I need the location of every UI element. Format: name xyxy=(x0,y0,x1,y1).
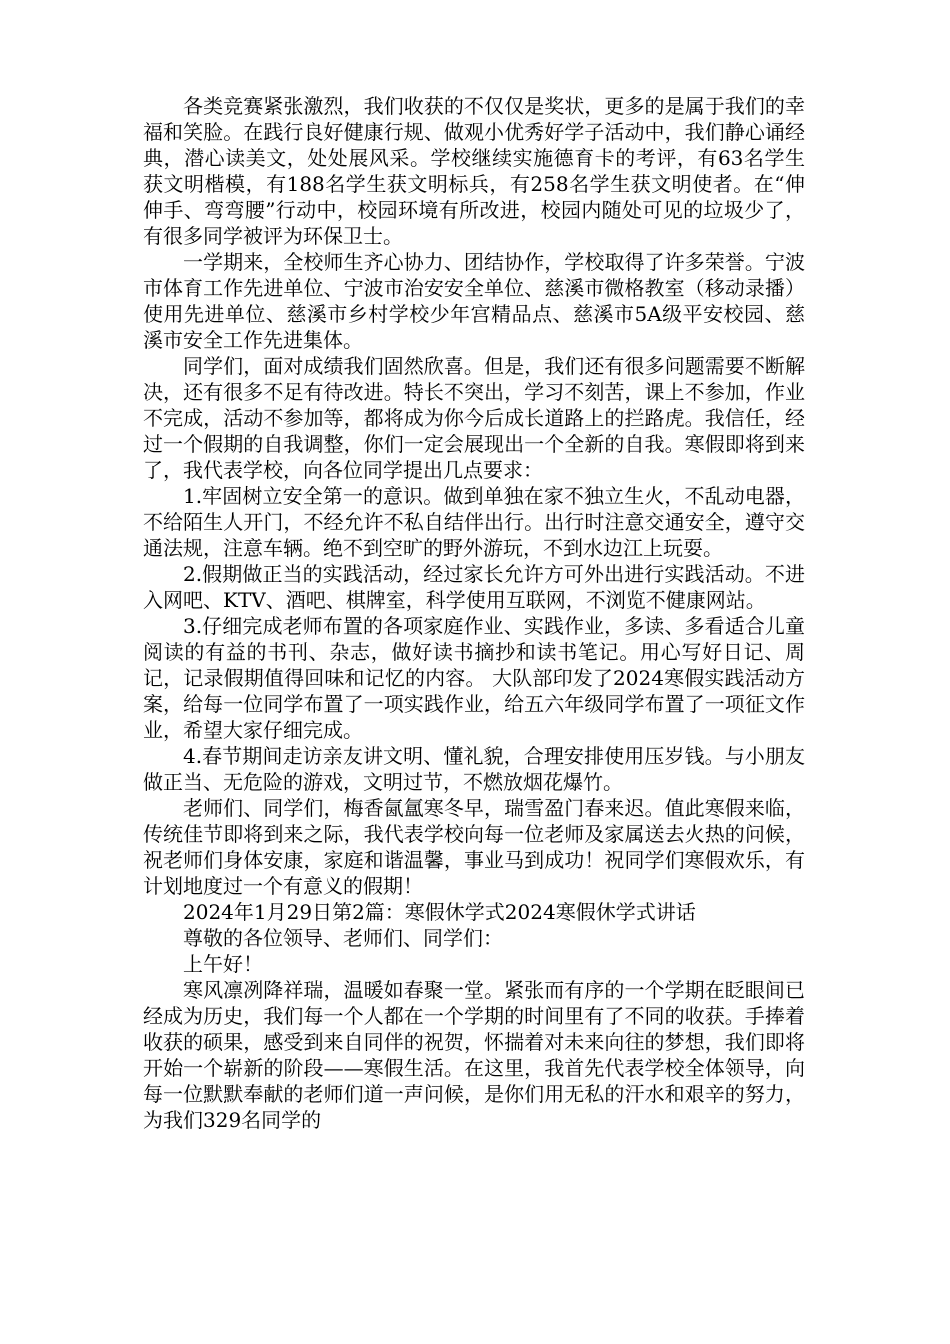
paragraph-closing-wishes: 老师们、同学们，梅香氤氲寒冬早，瑞雪盈门春来迟。值此寒假来临，传统佳节即将到来之际，我代表学校向每一位老师及家属送去火热的问候，祝老师们身体安康，家庭和谐温馨，事业马到成功！祝同学们寒假欢乐，有计划地度过一个有意义的假期！ xyxy=(143,796,805,898)
paragraph-requirement-4: 4.春节期间走访亲友讲文明、懂礼貌，合理安排使用压岁钱。与小朋友做正当、无危险的游戏，文明过节，不燃放烟花爆竹。 xyxy=(143,744,805,794)
paragraph-requirements-intro: 同学们，面对成绩我们固然欣喜。但是，我们还有很多问题需要不断解决，还有很多不足有待改进。特长不突出，学习不刻苦，课上不参加，作业不完成，活动不参加等，都将成为你今后成长道路上的拦路虎。我信任，经过一个假期的自我调整，你们一定会展现出一个全新的自我。寒假即将到来了，我代表学校，向各位同学提出几点要求： xyxy=(143,354,805,482)
paragraph-date-and-heading: 2024年1月29日第2篇：寒假休学式2024寒假休学式讲话 xyxy=(183,900,696,924)
paragraph-speech-opening: 寒风凛冽降祥瑞，温暖如春聚一堂。紧张而有序的一个学期在眨眼间已经成为历史，我们每一个人都在一个学期的时间里有了不同的收获。手捧着收获的硕果，感受到来自同伴的祝贺，怀揣着对未来向往的梦想，我们即将开始一个崭新的阶段——寒假生活。在这里，我首先代表学校全体领导，向每一位默默奉献的老师们道一声问候，是你们用无私的汗水和艰辛的努力，为我们329名同学的 xyxy=(143,978,805,1132)
paragraph-salutation: 尊敬的各位领导、老师们、同学们： xyxy=(183,926,503,950)
document-body xyxy=(143,93,805,1133)
paragraph-requirement-2: 2.假期做正当的实践活动，经过家长允许方可外出进行实践活动。不进入网吧、KTV、酒吧、棋牌室，科学使用互联网，不浏览不健康网站。 xyxy=(143,562,805,612)
paragraph-honors: 一学期来，全校师生齐心协力、团结协作，学校取得了许多荣誉。宁波市体育工作先进单位、宁波市治安安全单位、慈溪市微格教室（移动录播）使用先进单位、慈溪市乡村学校少年宫精品点、慈溪市5A级平安校园、慈溪市安全工作先进集体。 xyxy=(143,250,805,352)
paragraph-requirement-3: 3.仔细完成老师布置的各项家庭作业、实践作业，多读、多看适合儿童阅读的有益的书刊、杂志，做好读书摘抄和读书笔记。用心写好日记、周记，记录假期值得回味和记忆的内容。 大队部印发了2024寒假实践活动方案，给每一位同学布置了一项实践作业，给五六年级同学布置了一项征文作业，希望大家仔细完成。 xyxy=(143,614,805,742)
paragraph-competition: 各类竞赛紧张激烈，我们收获的不仅仅是奖状，更多的是属于我们的幸福和笑脸。在践行良好健康行规、做观小优秀好学子活动中，我们静心诵经典，潜心读美文，处处展风采。学校继续实施德育卡的考评，有63名学生获文明楷模，有188名学生获文明标兵，有258名学生获文明使者。在“伸伸手、弯弯腰”行动中，校园环境有所改进，校园内随处可见的垃圾少了，有很多同学被评为环保卫士。 xyxy=(143,94,805,248)
paragraph-requirement-1: 1.牢固树立安全第一的意识。做到单独在家不独立生火，不乱动电器，不给陌生人开门，不经允许不私自结伴出行。出行时注意交通安全，遵守交通法规，注意车辆。绝不到空旷的野外游玩，不到水边江上玩耍。 xyxy=(143,484,805,560)
paragraph-greeting: 上午好！ xyxy=(183,952,263,976)
